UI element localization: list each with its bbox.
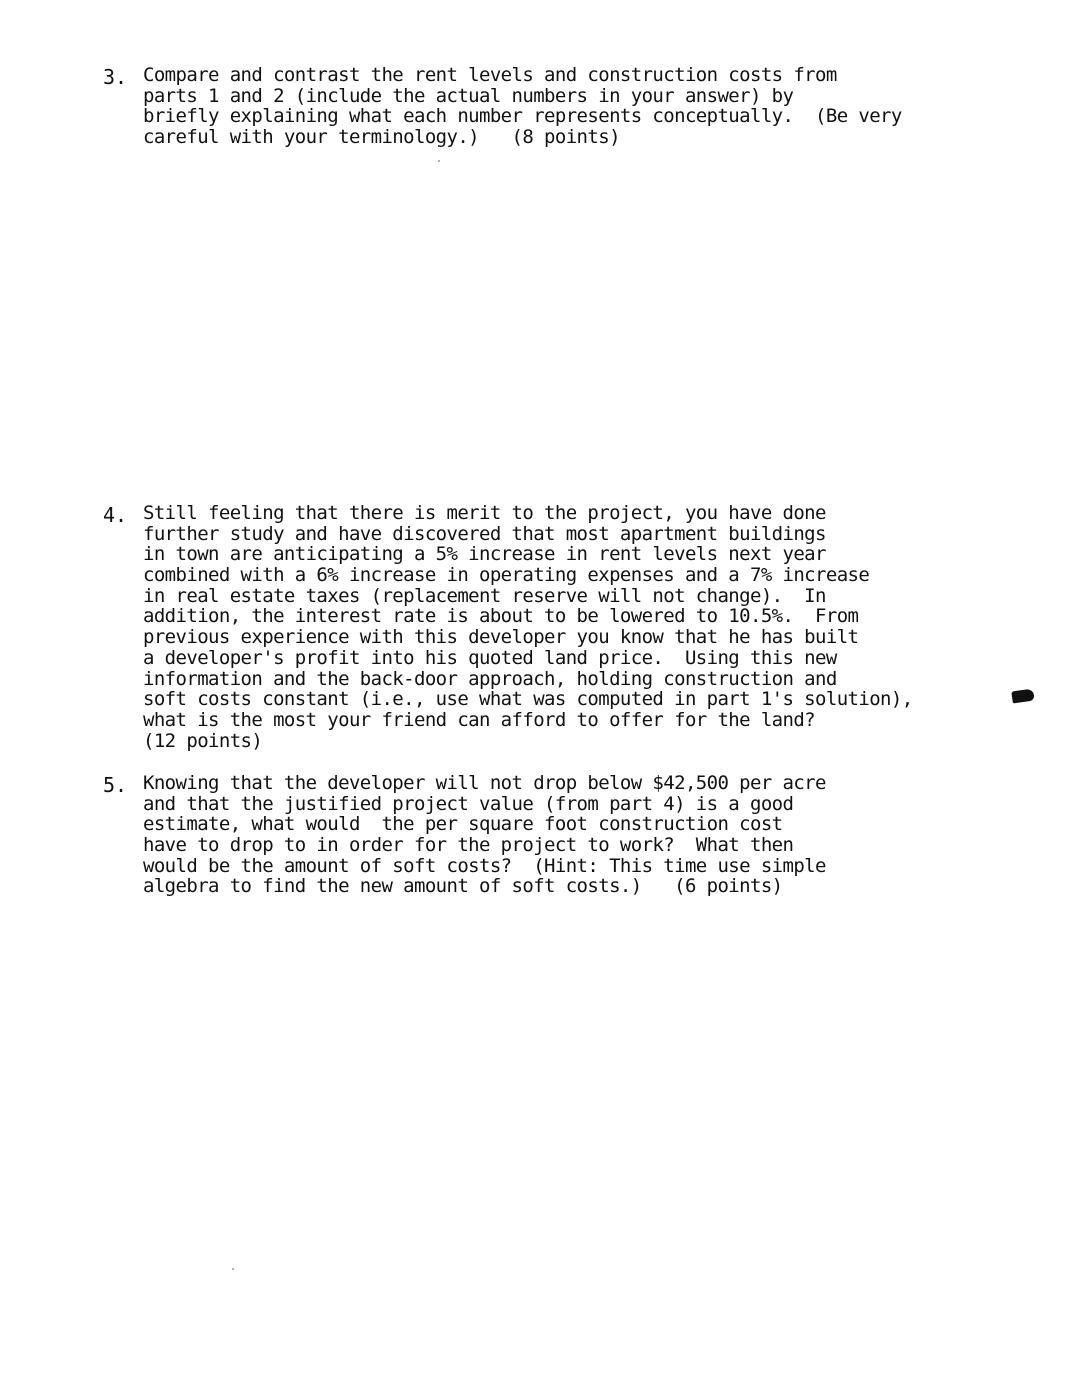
- scan-speck: [438, 160, 440, 162]
- question-text: [143, 65, 902, 148]
- text-line: further study and have discovered that most apartment buildings: [143, 522, 826, 545]
- question-text: [143, 773, 826, 897]
- text-line: would be the amount of soft costs? (Hint: This time use simple: [143, 854, 826, 877]
- question-text: [143, 503, 913, 751]
- text-line: parts 1 and 2 (include the actual numbers in your answer) by: [143, 84, 794, 107]
- text-line: Compare and contrast the rent levels and construction costs from: [143, 64, 837, 86]
- text-line: soft costs constant (i.e., use what was computed in part 1's solution),: [143, 688, 913, 711]
- text-line: Still feeling that there is merit to the project, you have done: [143, 502, 826, 524]
- question-number: 4.: [103, 503, 128, 527]
- text-line: what is the most your friend can afford to offer for the land?: [143, 708, 816, 731]
- text-line: estimate, what would the per square foot construction cost: [143, 813, 783, 836]
- text-line: in real estate taxes (replacement reserve will not change). In: [143, 584, 826, 607]
- text-line: a developer's profit into his quoted land price. Using this new: [143, 646, 837, 669]
- text-line: briefly explaining what each number represents conceptually. (Be very: [143, 105, 902, 128]
- text-line: in town are anticipating a 5% increase in rent levels next year: [143, 543, 826, 566]
- text-line: Knowing that the developer will not drop below $42,500 per acre: [143, 772, 826, 794]
- text-line: addition, the interest rate is about to be lowered to 10.5%. From: [143, 605, 859, 628]
- text-line: previous experience with this developer you know that he has built: [143, 626, 859, 649]
- text-line: combined with a 6% increase in operating expenses and a 7% increase: [143, 564, 870, 587]
- text-line: information and the back-door approach, holding construction and: [143, 667, 837, 690]
- text-line: careful with your terminology.) (8 points): [143, 126, 620, 149]
- scan-speck: [232, 1268, 234, 1270]
- text-line: and that the justified project value (from part 4) is a good: [143, 792, 794, 815]
- text-line: have to drop to in order for the project to work? What then: [143, 834, 794, 857]
- text-line: algebra to find the new amount of soft costs.) (6 points): [143, 875, 783, 898]
- ink-smudge: [1011, 689, 1034, 704]
- question-number: 5.: [103, 773, 128, 797]
- text-line: (12 points): [143, 729, 263, 752]
- question-number: 3.: [103, 65, 128, 89]
